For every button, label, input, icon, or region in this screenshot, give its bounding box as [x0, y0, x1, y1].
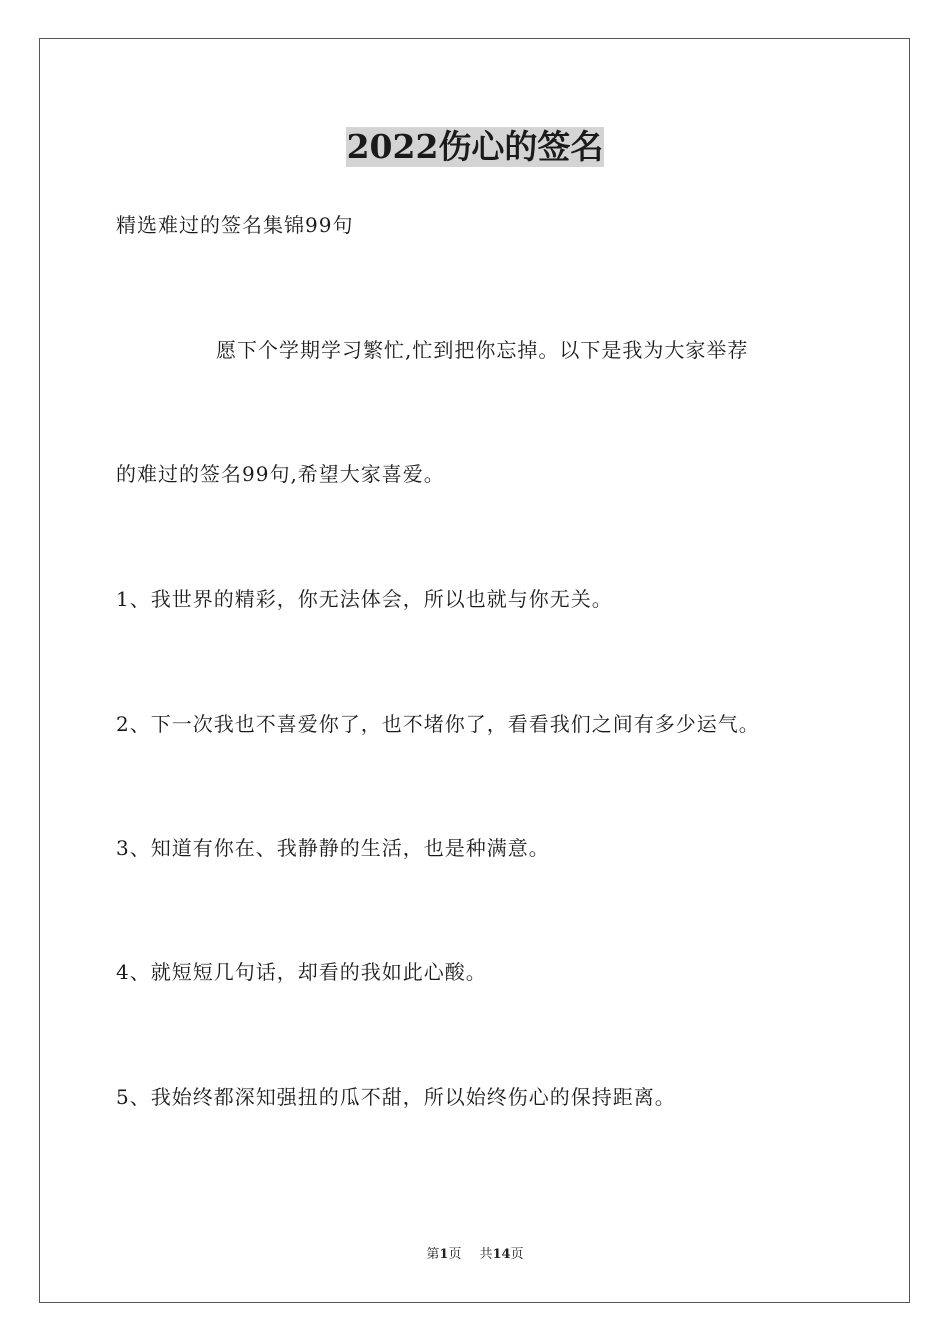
list-item: 2、下一次我也不喜爱你了，也不堵你了，看看我们之间有多少运气。 — [116, 712, 760, 736]
footer-total-suffix: 页 — [510, 1247, 524, 1262]
document-subtitle: 精选难过的签名集锦99句 — [116, 213, 354, 237]
title-container — [0, 127, 950, 167]
footer-page-suffix: 页 — [448, 1247, 462, 1262]
page-footer — [0, 1246, 950, 1264]
footer-total-prefix: 共 — [479, 1247, 493, 1262]
list-item: 4、就短短几句话，却看的我如此心酸。 — [116, 960, 487, 984]
footer-total-pages: 14 — [492, 1247, 511, 1262]
document-title: 2022伤心的签名 — [346, 127, 604, 166]
list-item: 3、知道有你在、我静静的生活，也是种满意。 — [116, 836, 550, 860]
list-item: 1、我世界的精彩，你无法体会，所以也就与你无关。 — [116, 587, 613, 611]
footer-page-number: 1 — [439, 1247, 449, 1262]
footer-page-prefix: 第 — [426, 1247, 440, 1262]
list-item: 5、我始终都深知强扭的瓜不甜，所以始终伤心的保持距离。 — [116, 1085, 676, 1109]
intro-line-2: 的难过的签名99句,希望大家喜爱。 — [116, 462, 445, 486]
intro-line-1: 愿下个学期学习繁忙,忙到把你忘掉。以下是我为大家举荐 — [216, 338, 749, 362]
